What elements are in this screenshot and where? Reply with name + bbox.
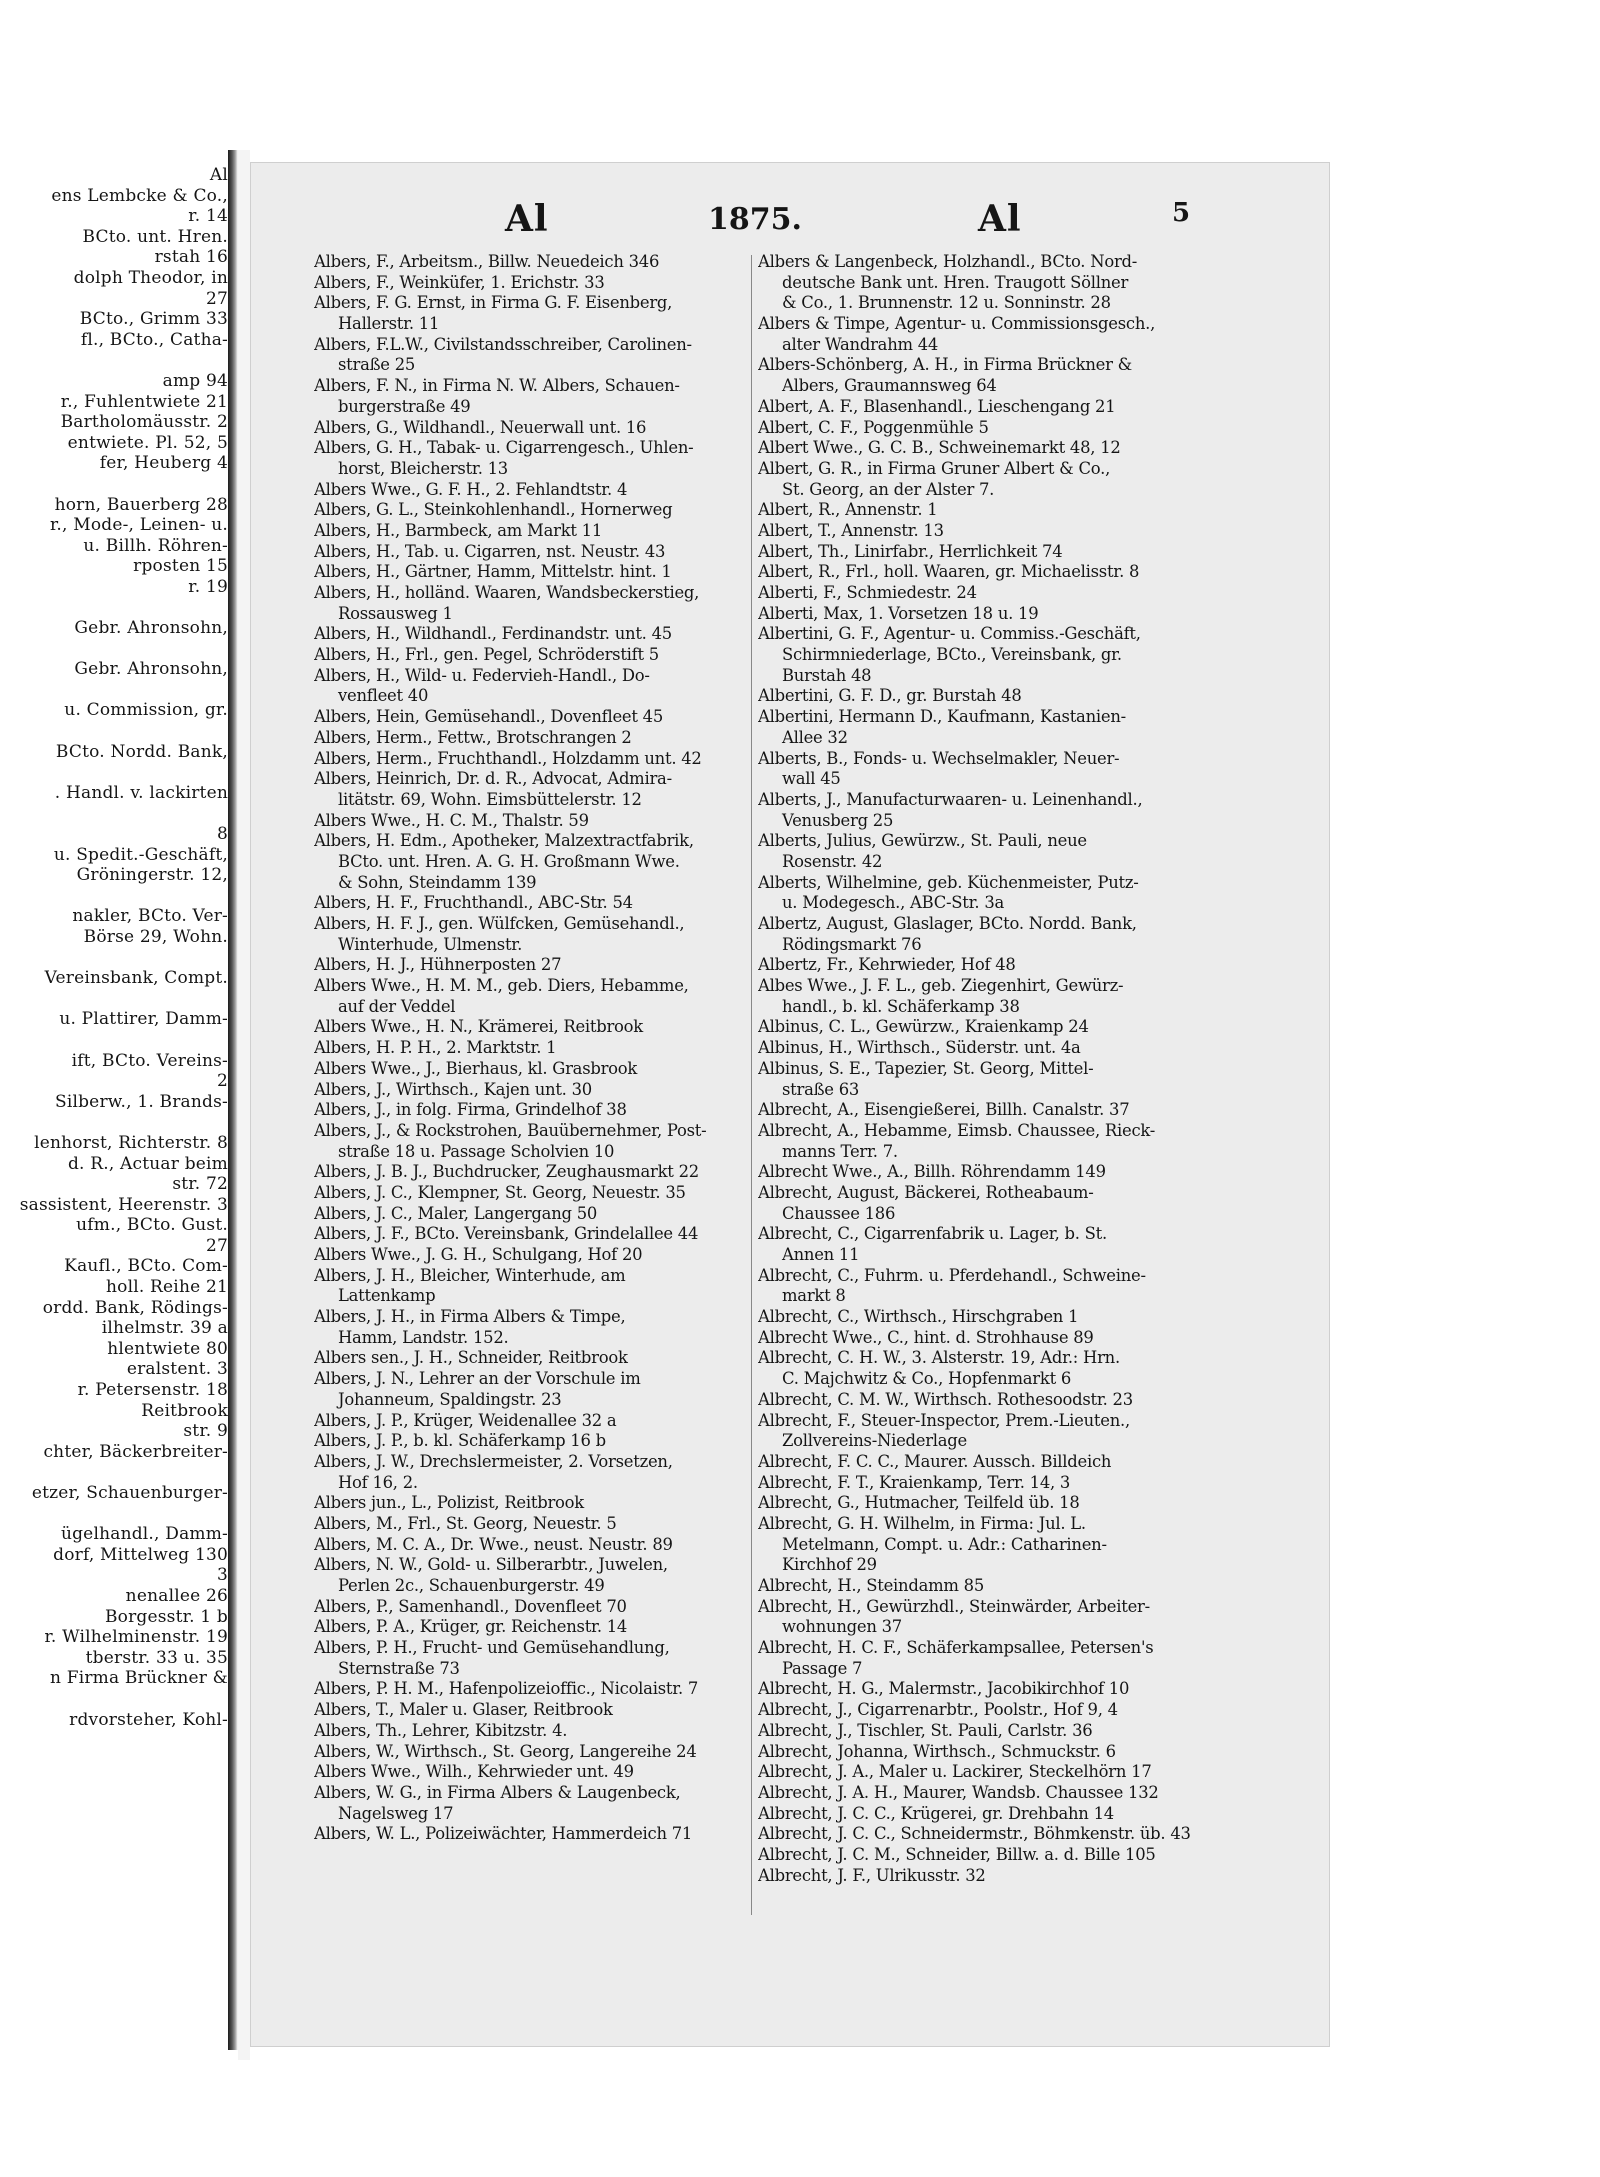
directory-entry: Albers Wwe., H. N., Krämerei, Reitbrook [314, 1017, 643, 1037]
directory-entry: Albrecht, J. A., Maler u. Lackirer, Steckelhörn 17 [758, 1762, 1152, 1782]
directory-column-right [758, 252, 1208, 1886]
directory-entry: Albers, P., Samenhandl., Dovenfleet 70 [314, 1596, 627, 1616]
directory-entry: Albrecht Wwe., C., hint. d. Strohhause 89 [758, 1327, 1094, 1347]
left-page-line: lenhorst, Richterstr. 8 [34, 1132, 228, 1153]
directory-entry: Albers, J. W., Drechslermeister, 2. Vorsetzen, [314, 1451, 673, 1471]
left-page-line: Kaufl., BCto. Com- [64, 1256, 228, 1277]
directory-entry: Albers & Timpe, Agentur- u. Commissionsgesch., [758, 314, 1156, 334]
directory-entry-continuation: Winterhude, Ulmenstr. [338, 934, 523, 954]
directory-entry: Albers, J. F., BCto. Vereinsbank, Grindelallee 44 [314, 1224, 699, 1244]
left-page-line [0, 1030, 228, 1051]
directory-entry-continuation: Allee 32 [782, 727, 848, 747]
directory-entry: Albers, H. Edm., Apotheker, Malzextractfabrik, [314, 831, 694, 851]
directory-entry-continuation: St. Georg, an der Alster 7. [782, 479, 995, 499]
directory-entry: Albers, W. L., Polizeiwächter, Hammerdeich 71 [314, 1824, 693, 1844]
directory-entry: Albers, J. H., in Firma Albers & Timpe, [314, 1307, 626, 1327]
directory-entry: Albers, H., Barmbeck, am Markt 11 [314, 520, 603, 540]
directory-entry: Albinus, C. L., Gewürzw., Kraienkamp 24 [758, 1017, 1089, 1037]
directory-entry: Albers Wwe., J. G. H., Schulgang, Hof 20 [314, 1245, 643, 1264]
directory-entry: Albrecht, J. F., Ulrikusstr. 32 [758, 1865, 986, 1885]
directory-entry-continuation: straße 25 [338, 355, 416, 375]
directory-entry: Albers, F., Arbeitsm., Billw. Neuedeich 346 [314, 252, 660, 271]
directory-entry: Albrecht Wwe., A., Billh. Röhrendamm 149 [758, 1162, 1106, 1182]
directory-entry-continuation: wall 45 [782, 769, 841, 789]
left-page-line [0, 948, 228, 969]
left-page-line: Vereinsbank, Compt. [44, 968, 228, 989]
directory-entry: Albers, M., Frl., St. Georg, Neuestr. 5 [314, 1513, 617, 1533]
directory-entry: Albers & Langenbeck, Holzhandl., BCto. Nord- [758, 252, 1138, 271]
directory-entry-continuation: Albers, Graumannsweg 64 [782, 376, 997, 396]
directory-entry: Albers, J. C., Maler, Langergang 50 [314, 1203, 598, 1223]
directory-entry: Albert, C. F., Poggenmühle 5 [758, 417, 989, 437]
directory-entry: Albrecht, J., Tischler, St. Pauli, Carlstr. 36 [758, 1720, 1093, 1740]
directory-entry: Albrecht, C. H. W., 3. Alsterstr. 19, Adr.: Hrn. [758, 1348, 1120, 1368]
directory-entry: Albrecht, C., Cigarrenfabrik u. Lager, b. St. [758, 1224, 1107, 1244]
left-page-line: BCto. Nordd. Bank, [55, 741, 228, 762]
left-page-line [0, 639, 228, 660]
directory-entry: Albrecht, C., Wirthsch., Hirschgraben 1 [758, 1307, 1079, 1327]
left-page-line: ilhelmstr. 39 a [101, 1318, 228, 1339]
directory-entry: Albrecht, August, Bäckerei, Rotheabaum- [758, 1182, 1094, 1202]
directory-entry: Albrecht, G. H. Wilhelm, in Firma: Jul. L. [758, 1513, 1086, 1533]
left-page-line: entwiete. Pl. 52, 5 [67, 432, 228, 453]
directory-entry: Albrecht, H. C. F., Schäferkampsallee, Petersen's [758, 1638, 1154, 1658]
directory-entry: Albrecht, A., Eisengießerei, Billh. Canalstr. 37 [758, 1100, 1130, 1120]
directory-entry: Albrecht, J. C. M., Schneider, Billw. a. d. Bille 105 [758, 1844, 1156, 1864]
directory-entry-continuation: burgerstraße 49 [338, 396, 471, 416]
left-page-line: r., Mode-, Leinen- u. [49, 515, 228, 536]
directory-entry: Albrecht, A., Hebamme, Eimsb. Chaussee, Rieck- [758, 1120, 1156, 1140]
directory-entry-continuation: Rödingsmarkt 76 [782, 934, 922, 954]
directory-entry: Albertz, Fr., Kehrwieder, Hof 48 [758, 955, 1016, 975]
directory-entry: Albers, W. G., in Firma Albers & Laugenbeck, [314, 1782, 681, 1802]
left-page-line [0, 803, 228, 824]
directory-entry-continuation: & Sohn, Steindamm 139 [338, 872, 537, 892]
directory-entry: Albers, Herm., Fruchthandl., Holzdamm unt. 42 [314, 748, 702, 768]
directory-entry: Albers, N. W., Gold- u. Silberarbtr., Juwelen, [314, 1555, 668, 1575]
left-page-line [0, 350, 228, 371]
left-page-line: Gebr. Ahronsohn, [74, 659, 228, 680]
left-page-line: 27 [205, 1235, 228, 1256]
left-page-line: ift, BCto. Vereins- [71, 1050, 228, 1071]
directory-entry: Albers Wwe., H. M. M., geb. Diers, Hebamme, [314, 976, 689, 996]
left-page-line: Al [209, 165, 228, 185]
directory-entry: Albert, A. F., Blasenhandl., Lieschengang 21 [758, 396, 1116, 416]
directory-entry: Albers, Th., Lehrer, Kibitzstr. 4. [314, 1720, 568, 1740]
directory-entry-continuation: Hof 16, 2. [338, 1472, 418, 1492]
directory-entry-continuation: Passage 7 [782, 1658, 863, 1678]
directory-entry: Albrecht, H. G., Malermstr., Jacobikirchhof 10 [758, 1679, 1130, 1699]
left-page-line: str. 9 [183, 1421, 228, 1442]
directory-entry-continuation: litätstr. 69, Wohn. Eimsbüttelerstr. 12 [338, 789, 642, 809]
directory-entry: Albers, F., Weinküfer, 1. Erichstr. 33 [314, 272, 605, 292]
left-page-line [0, 721, 228, 742]
left-page-line: rposten 15 [133, 556, 228, 577]
left-page-line: BCto., Grimm 33 [79, 309, 228, 330]
left-page-line [0, 1112, 228, 1133]
left-page-line: etzer, Schauenburger- [31, 1483, 228, 1503]
directory-entry-continuation: BCto. unt. Hren. A. G. H. Großmann Wwe. [338, 851, 680, 871]
left-page-line [0, 1462, 228, 1483]
left-page-line: ens Lembcke & Co., [51, 185, 228, 206]
left-page-line [0, 989, 228, 1010]
gutter [238, 150, 250, 2060]
left-page-line: sassistent, Heerenstr. 3 [19, 1194, 228, 1215]
directory-entry: Albers, J. P., Krüger, Weidenallee 32 a [314, 1410, 617, 1430]
directory-entry-continuation: auf der Veddel [338, 996, 456, 1016]
left-page-line: 2 [216, 1071, 228, 1092]
directory-entry-continuation: Perlen 2c., Schauenburgerstr. 49 [338, 1576, 605, 1595]
left-page-line: n Firma Brückner & [49, 1668, 228, 1689]
directory-entry: Albers, H., holländ. Waaren, Wandsbeckerstieg, [314, 583, 700, 602]
header-keyword-right: Al [978, 198, 1022, 240]
directory-entry-continuation: alter Wandrahm 44 [782, 334, 939, 354]
directory-entry: Albers, G. H., Tabak- u. Cigarrengesch., Uhlen- [314, 438, 694, 458]
left-page-line: . Handl. v. lackirten [54, 782, 228, 803]
directory-entry: Albert, Th., Linirfabr., Herrlichkeit 74 [758, 541, 1063, 561]
left-page-line: r. Petersenstr. 18 [77, 1380, 228, 1401]
directory-entry: Alberts, Wilhelmine, geb. Küchenmeister, Putz- [758, 872, 1139, 892]
directory-entry-continuation: Chaussee 186 [782, 1203, 896, 1223]
directory-entry: Albers, J., & Rockstrohen, Bauübernehmer, Post- [314, 1120, 707, 1140]
left-page-line [0, 1689, 228, 1710]
directory-entry: Albrecht, J. C. C., Schneidermstr., Böhmkenstr. üb. 43 [758, 1824, 1191, 1844]
header-year: 1875. [708, 202, 802, 237]
left-page-line: Reitbrook [141, 1400, 228, 1421]
left-page-line: tberstr. 33 u. 35 [85, 1647, 228, 1668]
directory-entry-continuation: straße 63 [782, 1079, 860, 1099]
directory-entry: Albrecht, F. C. C., Maurer. Aussch. Billdeich [758, 1451, 1112, 1471]
directory-entry: Albrecht, F. T., Kraienkamp, Terr. 14, 3 [758, 1472, 1071, 1492]
directory-entry-continuation: horst, Bleicherstr. 13 [338, 458, 508, 478]
directory-entry: Albertini, Hermann D., Kaufmann, Kastanien- [758, 707, 1126, 727]
directory-entry: Albers, Hein, Gemüsehandl., Dovenfleet 45 [314, 707, 664, 727]
left-page-line: d. R., Actuar beim [67, 1153, 228, 1174]
left-page-line: nenallee 26 [125, 1585, 228, 1606]
directory-entry: Albrecht, H., Gewürzhdl., Steinwärder, Arbeiter- [758, 1596, 1150, 1616]
left-page-line: dolph Theodor, in [73, 267, 228, 288]
directory-entry: Albers Wwe., Wilh., Kehrwieder unt. 49 [314, 1762, 634, 1782]
directory-entry: Albrecht, G., Hutmacher, Teilfeld üb. 18 [758, 1493, 1080, 1513]
directory-entry: Albers, Heinrich, Dr. d. R., Advocat, Admira- [314, 769, 672, 789]
left-page-line: amp 94 [162, 370, 228, 391]
directory-entry: Alberts, J., Manufacturwaaren- u. Leinenhandl., [758, 789, 1143, 809]
page-number: 5 [1172, 198, 1191, 228]
directory-entry-continuation: Kirchhof 29 [782, 1555, 877, 1575]
directory-entry-continuation: Schirmniederlage, BCto., Vereinsbank, gr. [782, 645, 1122, 665]
directory-entry: Albinus, H., Wirthsch., Süderstr. unt. 4a [758, 1038, 1081, 1058]
left-page-line: str. 72 [172, 1174, 228, 1195]
directory-entry: Albrecht, F., Steuer-Inspector, Prem.-Lieuten., [758, 1410, 1130, 1430]
directory-entry: Albert, R., Annenstr. 1 [758, 500, 938, 520]
directory-entry-continuation: Burstah 48 [782, 665, 872, 685]
directory-entry: Albrecht, J. A. H., Maurer, Wandsb. Chaussee 132 [758, 1782, 1159, 1802]
left-page-line: horn, Bauerberg 28 [54, 494, 228, 515]
directory-entry: Albers, J. N., Lehrer an der Vorschule im [314, 1369, 641, 1389]
directory-entry-continuation: Sternstraße 73 [338, 1658, 460, 1678]
left-page-line: 3 [216, 1565, 228, 1586]
directory-entry: Albers, H., Wildhandl., Ferdinandstr. unt. 45 [314, 624, 672, 644]
directory-entry-continuation: Metelmann, Compt. u. Adr.: Catharinen- [782, 1534, 1107, 1554]
directory-entry: Albes Wwe., J. F. L., geb. Ziegenhirt, Gewürz- [758, 976, 1124, 996]
left-page-line: chter, Bäckerbreiter- [43, 1441, 228, 1462]
directory-entry: Albers, J., Wirthsch., Kajen unt. 30 [314, 1079, 592, 1099]
directory-entry: Alberts, Julius, Gewürzw., St. Pauli, neue [758, 831, 1087, 851]
left-page-line: nakler, BCto. Ver- [72, 906, 228, 927]
directory-entry: Albers, W., Wirthsch., St. Georg, Langereihe 24 [314, 1741, 697, 1761]
left-page-line: r. 14 [188, 206, 228, 227]
left-page-line: 27 [205, 288, 228, 309]
page-header [250, 198, 1330, 244]
directory-entry: Albertini, G. F., Agentur- u. Commiss.-Geschäft, [758, 624, 1141, 644]
left-page-line: BCto. unt. Hren. [82, 226, 228, 247]
directory-entry: Albert Wwe., G. C. B., Schweinemarkt 48, 12 [758, 438, 1121, 458]
left-page-line: Borgesstr. 1 b [104, 1606, 228, 1627]
left-page-line: Bartholomäusstr. 2 [60, 412, 228, 433]
directory-entry: Albers sen., J. H., Schneider, Reitbrook [314, 1348, 628, 1368]
directory-column-left [314, 252, 754, 1845]
directory-entry: Albrecht, J., Cigarrenarbtr., Poolstr., Hof 9, 4 [758, 1700, 1118, 1720]
directory-entry: Albers-Schönberg, A. H., in Firma Brückner & [758, 355, 1132, 375]
left-page-line [0, 1504, 228, 1525]
directory-entry: Albers Wwe., H. C. M., Thalstr. 59 [314, 810, 589, 830]
left-page-line: ufm., BCto. Gust. [76, 1215, 228, 1236]
directory-entry: Albers, H. J., Hühnerposten 27 [314, 955, 562, 975]
left-page-line: u. Plattirer, Damm- [59, 1009, 228, 1030]
directory-entry: Albert, R., Frl., holl. Waaren, gr. Michaelisstr. 8 [758, 562, 1140, 582]
left-page-line: dorf, Mittelweg 130 [53, 1544, 228, 1565]
directory-entry: Albers, H., Tab. u. Cigarren, nst. Neustr. 43 [314, 541, 666, 561]
directory-entry: Albers, M. C. A., Dr. Wwe., neust. Neustr. 89 [314, 1534, 673, 1554]
directory-entry: Albers, T., Maler u. Glaser, Reitbrook [314, 1700, 613, 1720]
book-spine-shadow [228, 150, 238, 2050]
directory-entry: Albert, T., Annenstr. 13 [758, 520, 944, 540]
directory-entry: Alberts, B., Fonds- u. Wechselmakler, Neuer- [758, 748, 1120, 768]
directory-entry-continuation: markt 8 [782, 1286, 846, 1306]
directory-entry-continuation: Hamm, Landstr. 152. [338, 1327, 509, 1347]
left-page-line: 8 [216, 824, 228, 844]
left-page-line: hlentwiete 80 [107, 1338, 228, 1359]
directory-entry-continuation: Annen 11 [782, 1245, 860, 1264]
left-page-line: Silberw., 1. Brands- [54, 1091, 228, 1112]
directory-entry: Albers, J., in folg. Firma, Grindelhof 38 [314, 1100, 627, 1120]
directory-entry: Albers, H. P. H., 2. Marktstr. 1 [314, 1038, 557, 1058]
directory-entry: Albers, H. F. J., gen. Wülfcken, Gemüsehandl., [314, 914, 685, 933]
directory-entry: Albers, H., Wild- u. Federvieh-Handl., Do- [314, 665, 650, 685]
directory-entry-continuation: Hallerstr. 11 [338, 314, 440, 334]
left-page-line: u. Commission, gr. [64, 700, 228, 721]
directory-entry-continuation: straße 18 u. Passage Scholvien 10 [338, 1141, 615, 1161]
left-page-line [0, 474, 228, 495]
directory-entry: Albers jun., L., Polizist, Reitbrook [314, 1493, 584, 1513]
directory-entry-continuation: Rossausweg 1 [338, 603, 453, 623]
directory-entry-continuation: Lattenkamp [338, 1286, 436, 1306]
directory-entry: Albrecht, C. M. W., Wirthsch. Rothesoodstr. 23 [758, 1389, 1133, 1409]
directory-entry-continuation: manns Terr. 7. [782, 1141, 898, 1161]
left-page-line: Börse 29, Wohn. [83, 926, 228, 947]
directory-entry: Albers, J. B. J., Buchdrucker, Zeughausmarkt 22 [314, 1162, 699, 1182]
header-keyword-left: Al [505, 198, 549, 240]
directory-entry: Albinus, S. E., Tapezier, St. Georg, Mittel- [758, 1058, 1094, 1078]
directory-entry: Albers Wwe., G. F. H., 2. Fehlandtstr. 4 [314, 479, 628, 499]
directory-entry: Albers Wwe., J., Bierhaus, kl. Grasbrook [314, 1058, 638, 1078]
directory-entry: Albers, P. H., Frucht- und Gemüsehandlung, [314, 1638, 670, 1658]
left-page-line: Gebr. Ahronsohn, [74, 618, 228, 639]
left-page-line [0, 886, 228, 907]
directory-entry-continuation: Zollvereins-Niederlage [782, 1431, 968, 1451]
left-page-line: rdvorsteher, Kohl- [69, 1709, 228, 1730]
directory-entry-continuation: wohnungen 37 [782, 1617, 902, 1637]
left-page-line: holl. Reihe 21 [105, 1277, 228, 1298]
directory-entry: Albers, H., Frl., gen. Pegel, Schröderstift 5 [314, 645, 659, 665]
directory-entry: Albers, H., Gärtner, Hamm, Mittelstr. hint. 1 [314, 562, 672, 582]
directory-entry: Albers, F.L.W., Civilstandsschreiber, Carolinen- [314, 334, 692, 354]
left-page-line: fl., BCto., Catha- [80, 329, 228, 350]
directory-entry-continuation: deutsche Bank unt. Hren. Traugott Söllner [782, 272, 1129, 292]
directory-entry: Albers, H. F., Fruchthandl., ABC-Str. 54 [314, 893, 633, 913]
directory-entry-continuation: handl., b. kl. Schäferkamp 38 [782, 996, 1020, 1016]
left-page-line: u. Spedit.-Geschäft, [53, 844, 228, 865]
directory-entry-continuation: venfleet 40 [338, 686, 429, 706]
left-page-line: ügelhandl., Damm- [60, 1524, 228, 1545]
directory-entry: Albrecht, J. C. C., Krügerei, gr. Drehbahn 14 [758, 1803, 1114, 1823]
left-page-line: ordd. Bank, Rödings- [42, 1297, 228, 1318]
left-page-line: eralstent. 3 [126, 1359, 228, 1380]
directory-entry: Albers, F. G. Ernst, in Firma G. F. Eisenberg, [314, 293, 673, 313]
left-page-fragment [0, 165, 228, 2045]
directory-entry: Albers, J. P., b. kl. Schäferkamp 16 b [314, 1431, 606, 1451]
left-page-line: r. Wilhelminenstr. 19 [44, 1627, 228, 1648]
left-page-line: r., Fuhlentwiete 21 [60, 391, 228, 412]
directory-entry: Albers, J. H., Bleicher, Winterhude, am [314, 1265, 626, 1285]
directory-entry: Albers, P. H. M., Hafenpolizeioffic., Nicolaistr. 7 [314, 1679, 699, 1699]
directory-entry-continuation: Nagelsweg 17 [338, 1803, 454, 1823]
directory-entry: Albers, G., Wildhandl., Neuerwall unt. 16 [314, 417, 647, 437]
directory-entry-continuation: Rosenstr. 42 [782, 851, 883, 871]
directory-entry: Albertini, G. F. D., gr. Burstah 48 [758, 686, 1022, 706]
directory-entry: Albers, G. L., Steinkohlenhandl., Hornerweg [314, 500, 673, 520]
directory-entry: Albers, F. N., in Firma N. W. Albers, Schauen- [314, 376, 680, 396]
directory-entry: Albers, Herm., Fettw., Brotschrangen 2 [314, 727, 632, 747]
directory-entry: Alberti, F., Schmiedestr. 24 [758, 583, 977, 602]
left-page-line [0, 762, 228, 783]
directory-entry-continuation: Venusberg 25 [782, 810, 894, 830]
directory-entry: Albrecht, Johanna, Wirthsch., Schmuckstr. 6 [758, 1741, 1116, 1761]
left-page-line: rstah 16 [154, 247, 228, 268]
directory-entry: Albert, G. R., in Firma Gruner Albert & Co., [758, 458, 1111, 478]
left-page-line: u. Billh. Röhren- [83, 535, 228, 556]
directory-entry: Albers, J. C., Klempner, St. Georg, Neuestr. 35 [314, 1182, 686, 1202]
left-page-line: fer, Heuberg 4 [99, 453, 228, 474]
left-page-line [0, 680, 228, 701]
directory-entry-continuation: & Co., 1. Brunnenstr. 12 u. Sonninstr. 28 [782, 293, 1111, 313]
left-page-line [0, 597, 228, 618]
directory-entry: Albrecht, C., Fuhrm. u. Pferdehandl., Schweine- [758, 1265, 1146, 1285]
directory-entry: Albrecht, H., Steindamm 85 [758, 1576, 985, 1595]
left-page-line: r. 19 [188, 576, 228, 597]
left-page-line: Gröningerstr. 12, [76, 865, 228, 886]
directory-entry-continuation: u. Modegesch., ABC-Str. 3a [782, 893, 1005, 913]
directory-entry: Albers, P. A., Krüger, gr. Reichenstr. 14 [314, 1617, 628, 1637]
directory-entry: Albertz, August, Glaslager, BCto. Nordd. Bank, [758, 914, 1137, 933]
directory-entry-continuation: Johanneum, Spaldingstr. 23 [338, 1389, 562, 1409]
directory-entry: Alberti, Max, 1. Vorsetzen 18 u. 19 [758, 603, 1039, 623]
directory-entry-continuation: C. Majchwitz & Co., Hopfenmarkt 6 [782, 1369, 1072, 1389]
